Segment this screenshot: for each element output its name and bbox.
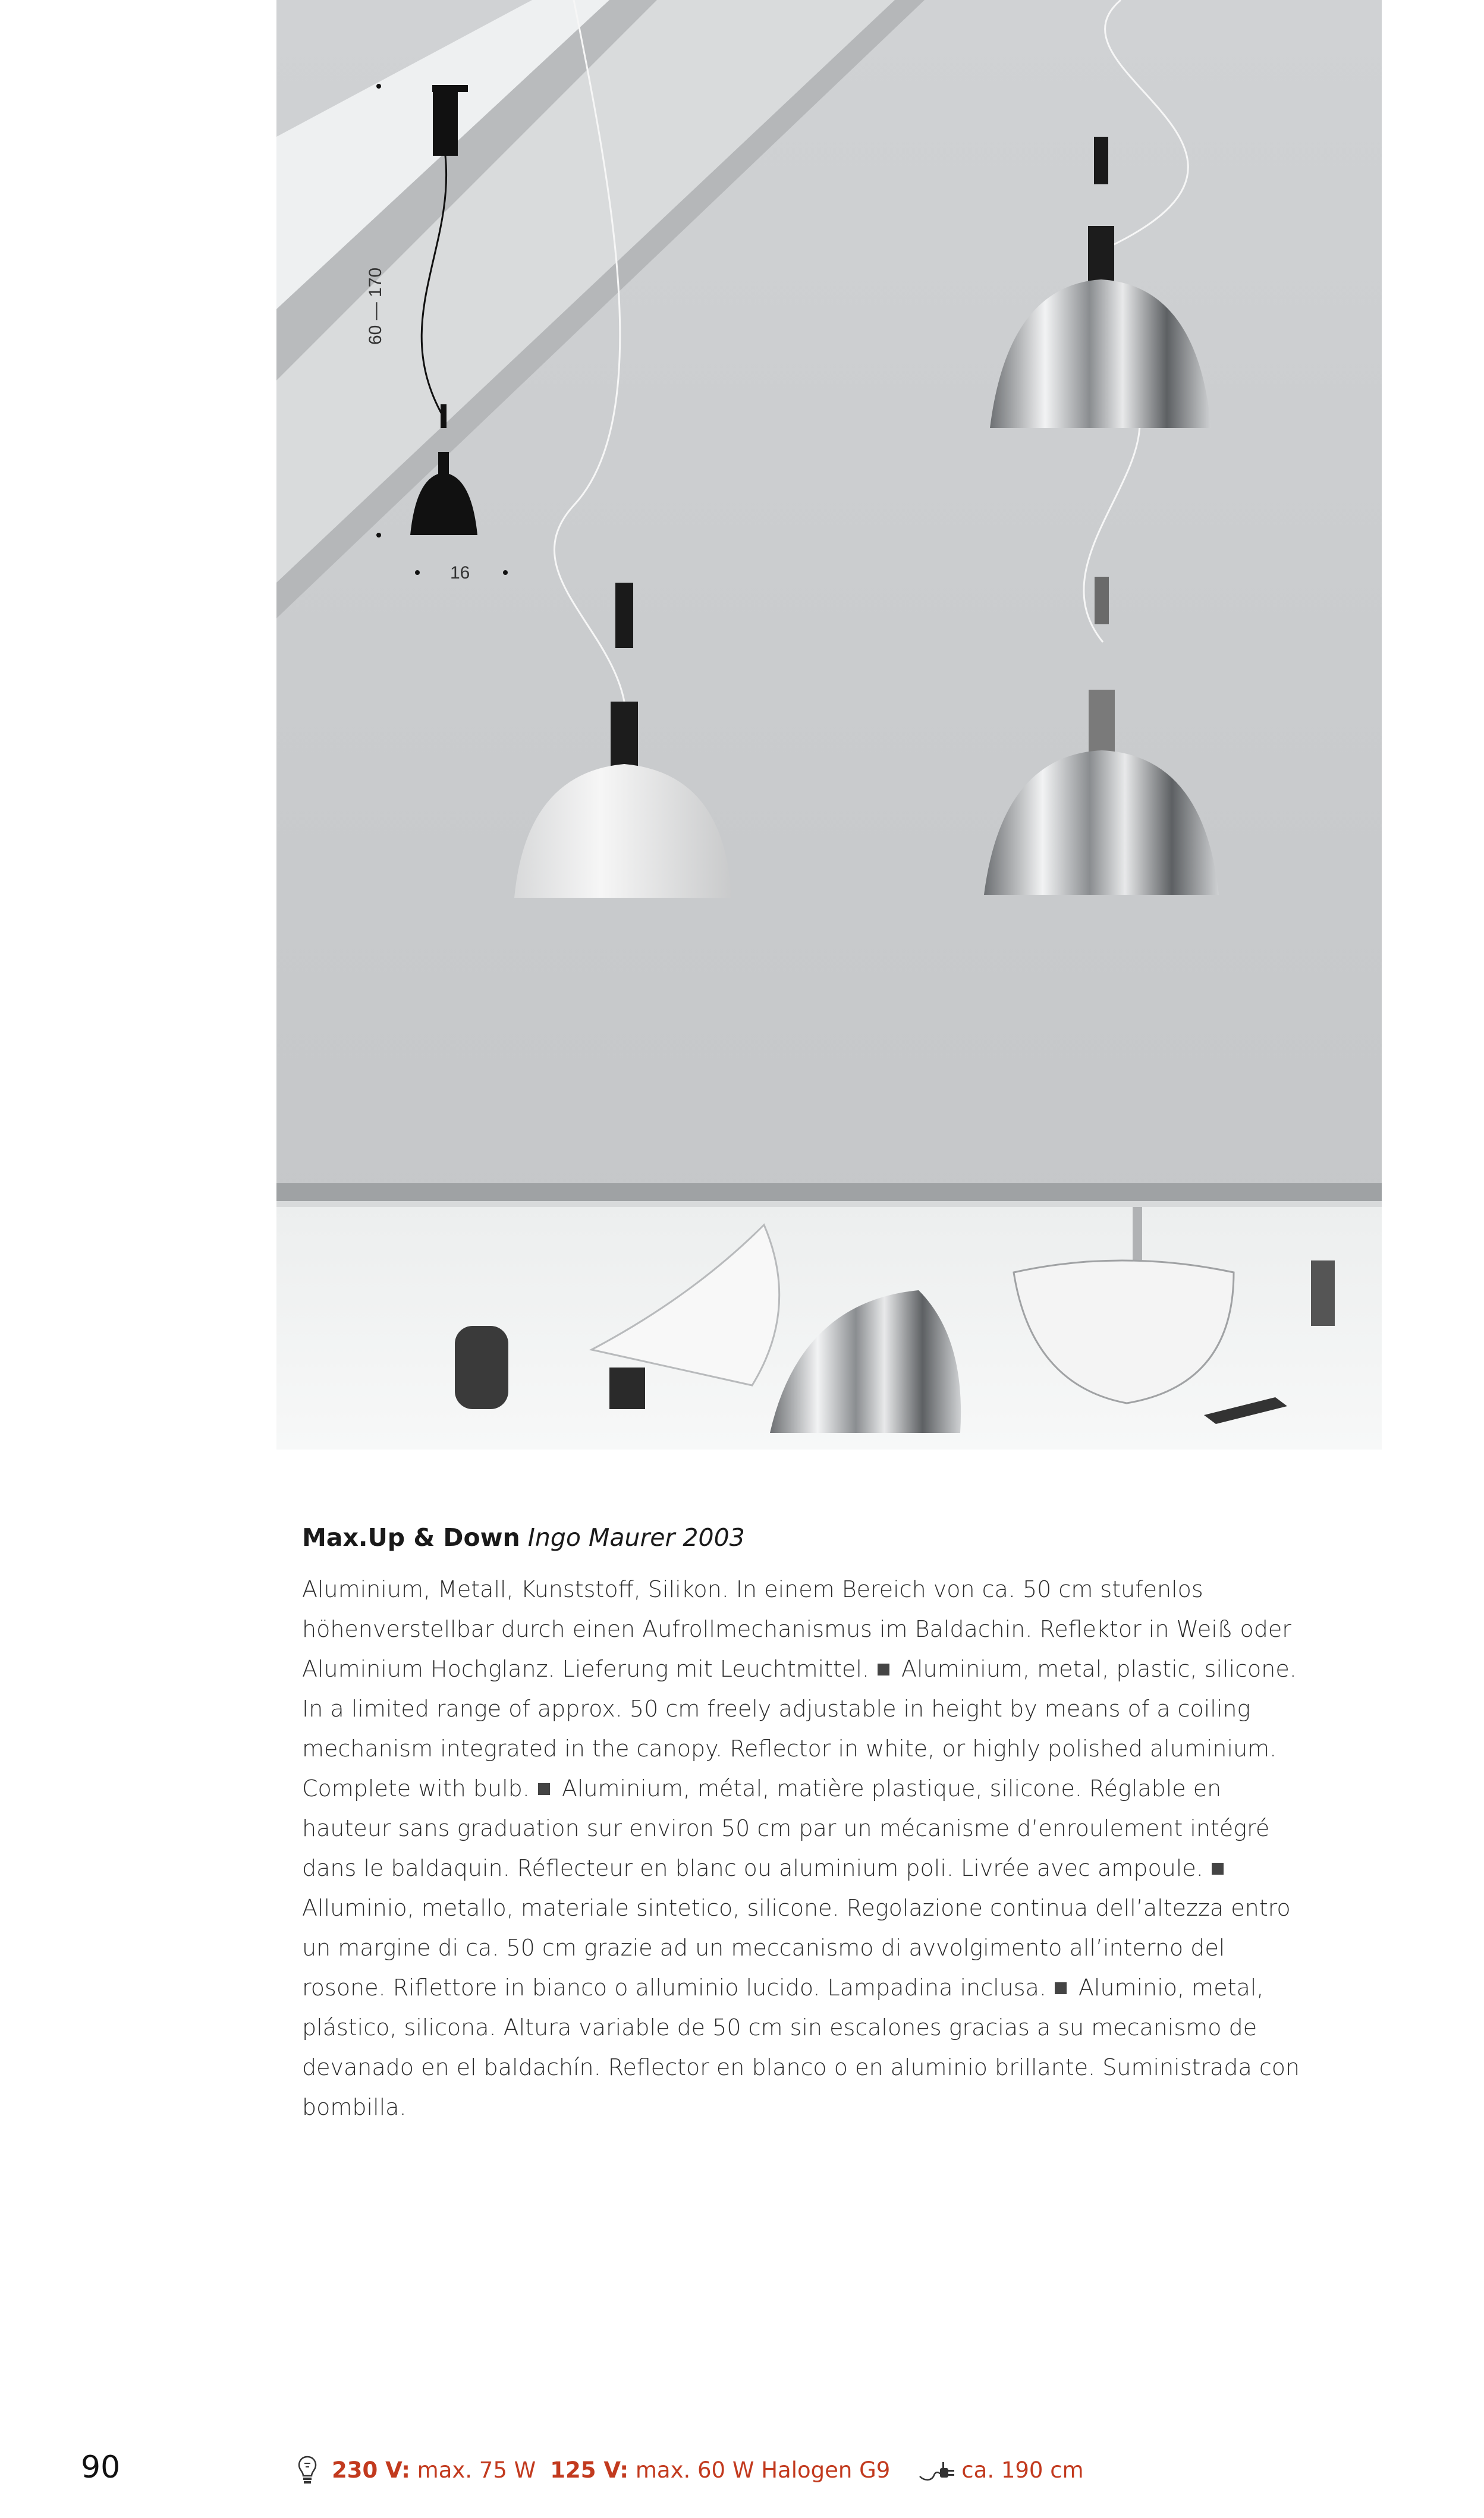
spec-230v-value: max. 75 W bbox=[417, 2457, 536, 2483]
cable-plug-icon bbox=[919, 2459, 957, 2482]
description-it: Alluminio, metallo, materiale sintetico, silicone. Regolazione continua dell’altezza entro un margine di ca. 50 cm grazie ad un meccanismo di avvolgimento all’interno del rosone. Riflettore in bianco o alluminio lucido. Lampadina inclusa. bbox=[302, 1895, 1291, 2001]
product-title bbox=[302, 1522, 1313, 1553]
square-separator-icon bbox=[1212, 1863, 1224, 1875]
dimension-diameter-label: 16 bbox=[450, 563, 470, 583]
square-separator-icon bbox=[538, 1783, 550, 1795]
spec-cable-length: ca. 190 cm bbox=[961, 2457, 1084, 2483]
spec-125v-label: 125 V: bbox=[550, 2457, 629, 2483]
spec-230v-label: 230 V: bbox=[332, 2457, 410, 2483]
description-es: Aluminio, metal, plástico, silicona. Altura variable de 50 cm sin escalones gracias a su mecanismo de devanado en el baldachín. Reflector en blanco o en aluminio brillante. Suministrada con bombilla. bbox=[302, 1975, 1300, 2120]
spec-125v-value: max. 60 W Halogen G9 bbox=[635, 2457, 891, 2483]
product-photo bbox=[276, 0, 1382, 1450]
product-description bbox=[302, 1570, 1313, 2127]
description-de: Aluminium, Metall, Kunststoff, Silikon. In einem Bereich von ca. 50 cm stufenlos höhenverstellbar durch einen Aufrollmechanismus im Baldachin. Reflektor in Weiß oder Aluminium Hochglanz. Lieferung mit Leuchtmittel. bbox=[302, 1576, 1291, 1682]
page-number: 90 bbox=[81, 2450, 121, 2485]
square-separator-icon bbox=[1055, 1982, 1067, 1994]
technical-specs bbox=[297, 2453, 1084, 2488]
product-name: Max.Up & Down bbox=[302, 1523, 520, 1552]
product-designer: Ingo Maurer 2003 bbox=[527, 1523, 745, 1552]
description-fr: Aluminium, métal, matière plastique, silicone. Réglable en hauteur sans graduation sur environ 50 cm par un mécanisme d’enroulement intégré dans le baldaquin. Réflecteur en blanc ou aluminium poli. Livrée avec ampoule. bbox=[302, 1775, 1270, 1881]
description-en: Aluminium, metal, plastic, silicone. In a limited range of approx. 50 cm freely adjustable in height by means of a coiling mechanism integrated in the canopy. Reflector in white, or highly polished aluminium. Complete with bulb. bbox=[302, 1656, 1297, 1802]
square-separator-icon bbox=[878, 1664, 889, 1675]
dimension-height-label: 60 — 170 bbox=[366, 267, 385, 345]
bulb-icon bbox=[297, 2455, 317, 2486]
